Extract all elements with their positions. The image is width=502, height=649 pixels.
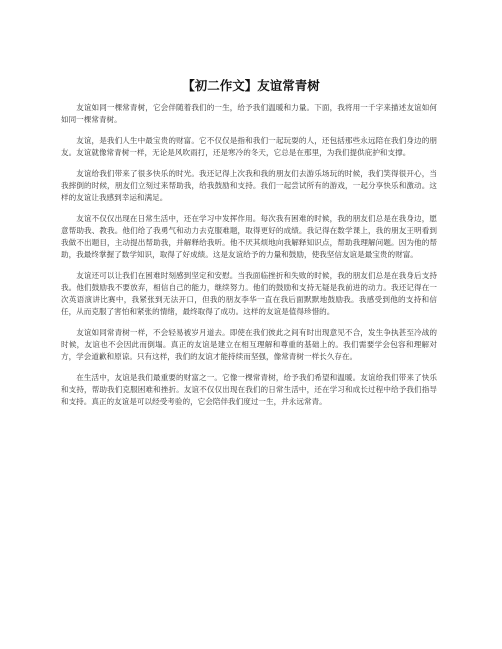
document-body [61, 102, 437, 417]
paragraph-1: 友谊如同一棵常青树，它会伴随着我们的一生，给予我们温暖和力量。下面，我将用一千字来描述友谊如何如同一棵常青树。 [61, 103, 437, 124]
paragraph-2: 友谊，是我们人生中最宝贵的财富。它不仅仅是指和我们一起玩耍的人，还包括那些永远陪在我们身边的朋友。友谊就像常青树一样，无论是风吹雨打，还是寒冷的冬天，它总是在那里，为我们提供庇护和支撑。 [61, 136, 437, 157]
paragraph-5: 友谊还可以让我们在困难时刻感到坚定和安慰。当我面临挫折和失败的时候，我的朋友们总是在我身后支持我。他们鼓励我不要放弃，相信自己的能力，继续努力。他们的鼓励和支持无疑是我前进的动力。我还记得在一次英语演讲比赛中，我紧张到无法开口，但我的朋友李华一直在我后面默默地鼓励我。我感受到他的支持和信任，从而克服了害怕和紧张的情绪，最终取得了成功。这样的友谊是值得珍惜的。 [61, 271, 437, 316]
paragraph-4: 友谊不仅仅出现在日常生活中，还在学习中发挥作用。每次我有困难的时候，我的朋友们总是在我身边，愿意帮助我、教我。他们给了我勇气和动力去克服难题，取得更好的成绩。我记得在数学课上，我的朋友王明看到我做不出题目，主动提出帮助我，并解释给我听。他不厌其烦地向我解释知识点，帮助我理解问题。因为他的帮助，我最终掌握了数学知识，取得了好成绩。这是友谊给予的力量和鼓励，使我坚信友谊是最宝贵的财富。 [61, 214, 437, 259]
paragraph-3: 友谊给我们带来了很多快乐的时光。我还记得上次我和我的朋友们去游乐场玩的时候，我们笑得很开心，当我摔倒的时候，朋友们立刻过来帮助我，给我鼓励和支持。我们一起尝试所有的游戏，一起分享快乐和激动。这样的友谊让我感到幸运和满足。 [61, 169, 437, 202]
paragraph-7: 在生活中，友谊是我们最重要的财富之一。它像一棵常青树，给予我们希望和温暖。友谊给我们带来了快乐和支持，帮助我们克服困难和挫折。友谊不仅仅出现在我们的日常生活中，还在学习和成长过程中给予我们指导和支持。真正的友谊是可以经受考验的，它会陪伴我们度过一生，并永远常青。 [61, 373, 437, 406]
paragraph-6: 友谊如同常青树一样，不会轻易被岁月道去。即使在我们彼此之间有时出现意见不合，发生争执甚至冷战的时候，友谊也不会因此而倒塌。真正的友谊是建立在相互理解和尊重的基础上的。我们需要学会包容和理解对方，学会道歉和原谅。只有这样，我们的友谊才能持续而坚强，像常青树一样长久存在。 [61, 328, 437, 361]
document-title: 【初二作文】友谊常青树 [182, 78, 320, 93]
